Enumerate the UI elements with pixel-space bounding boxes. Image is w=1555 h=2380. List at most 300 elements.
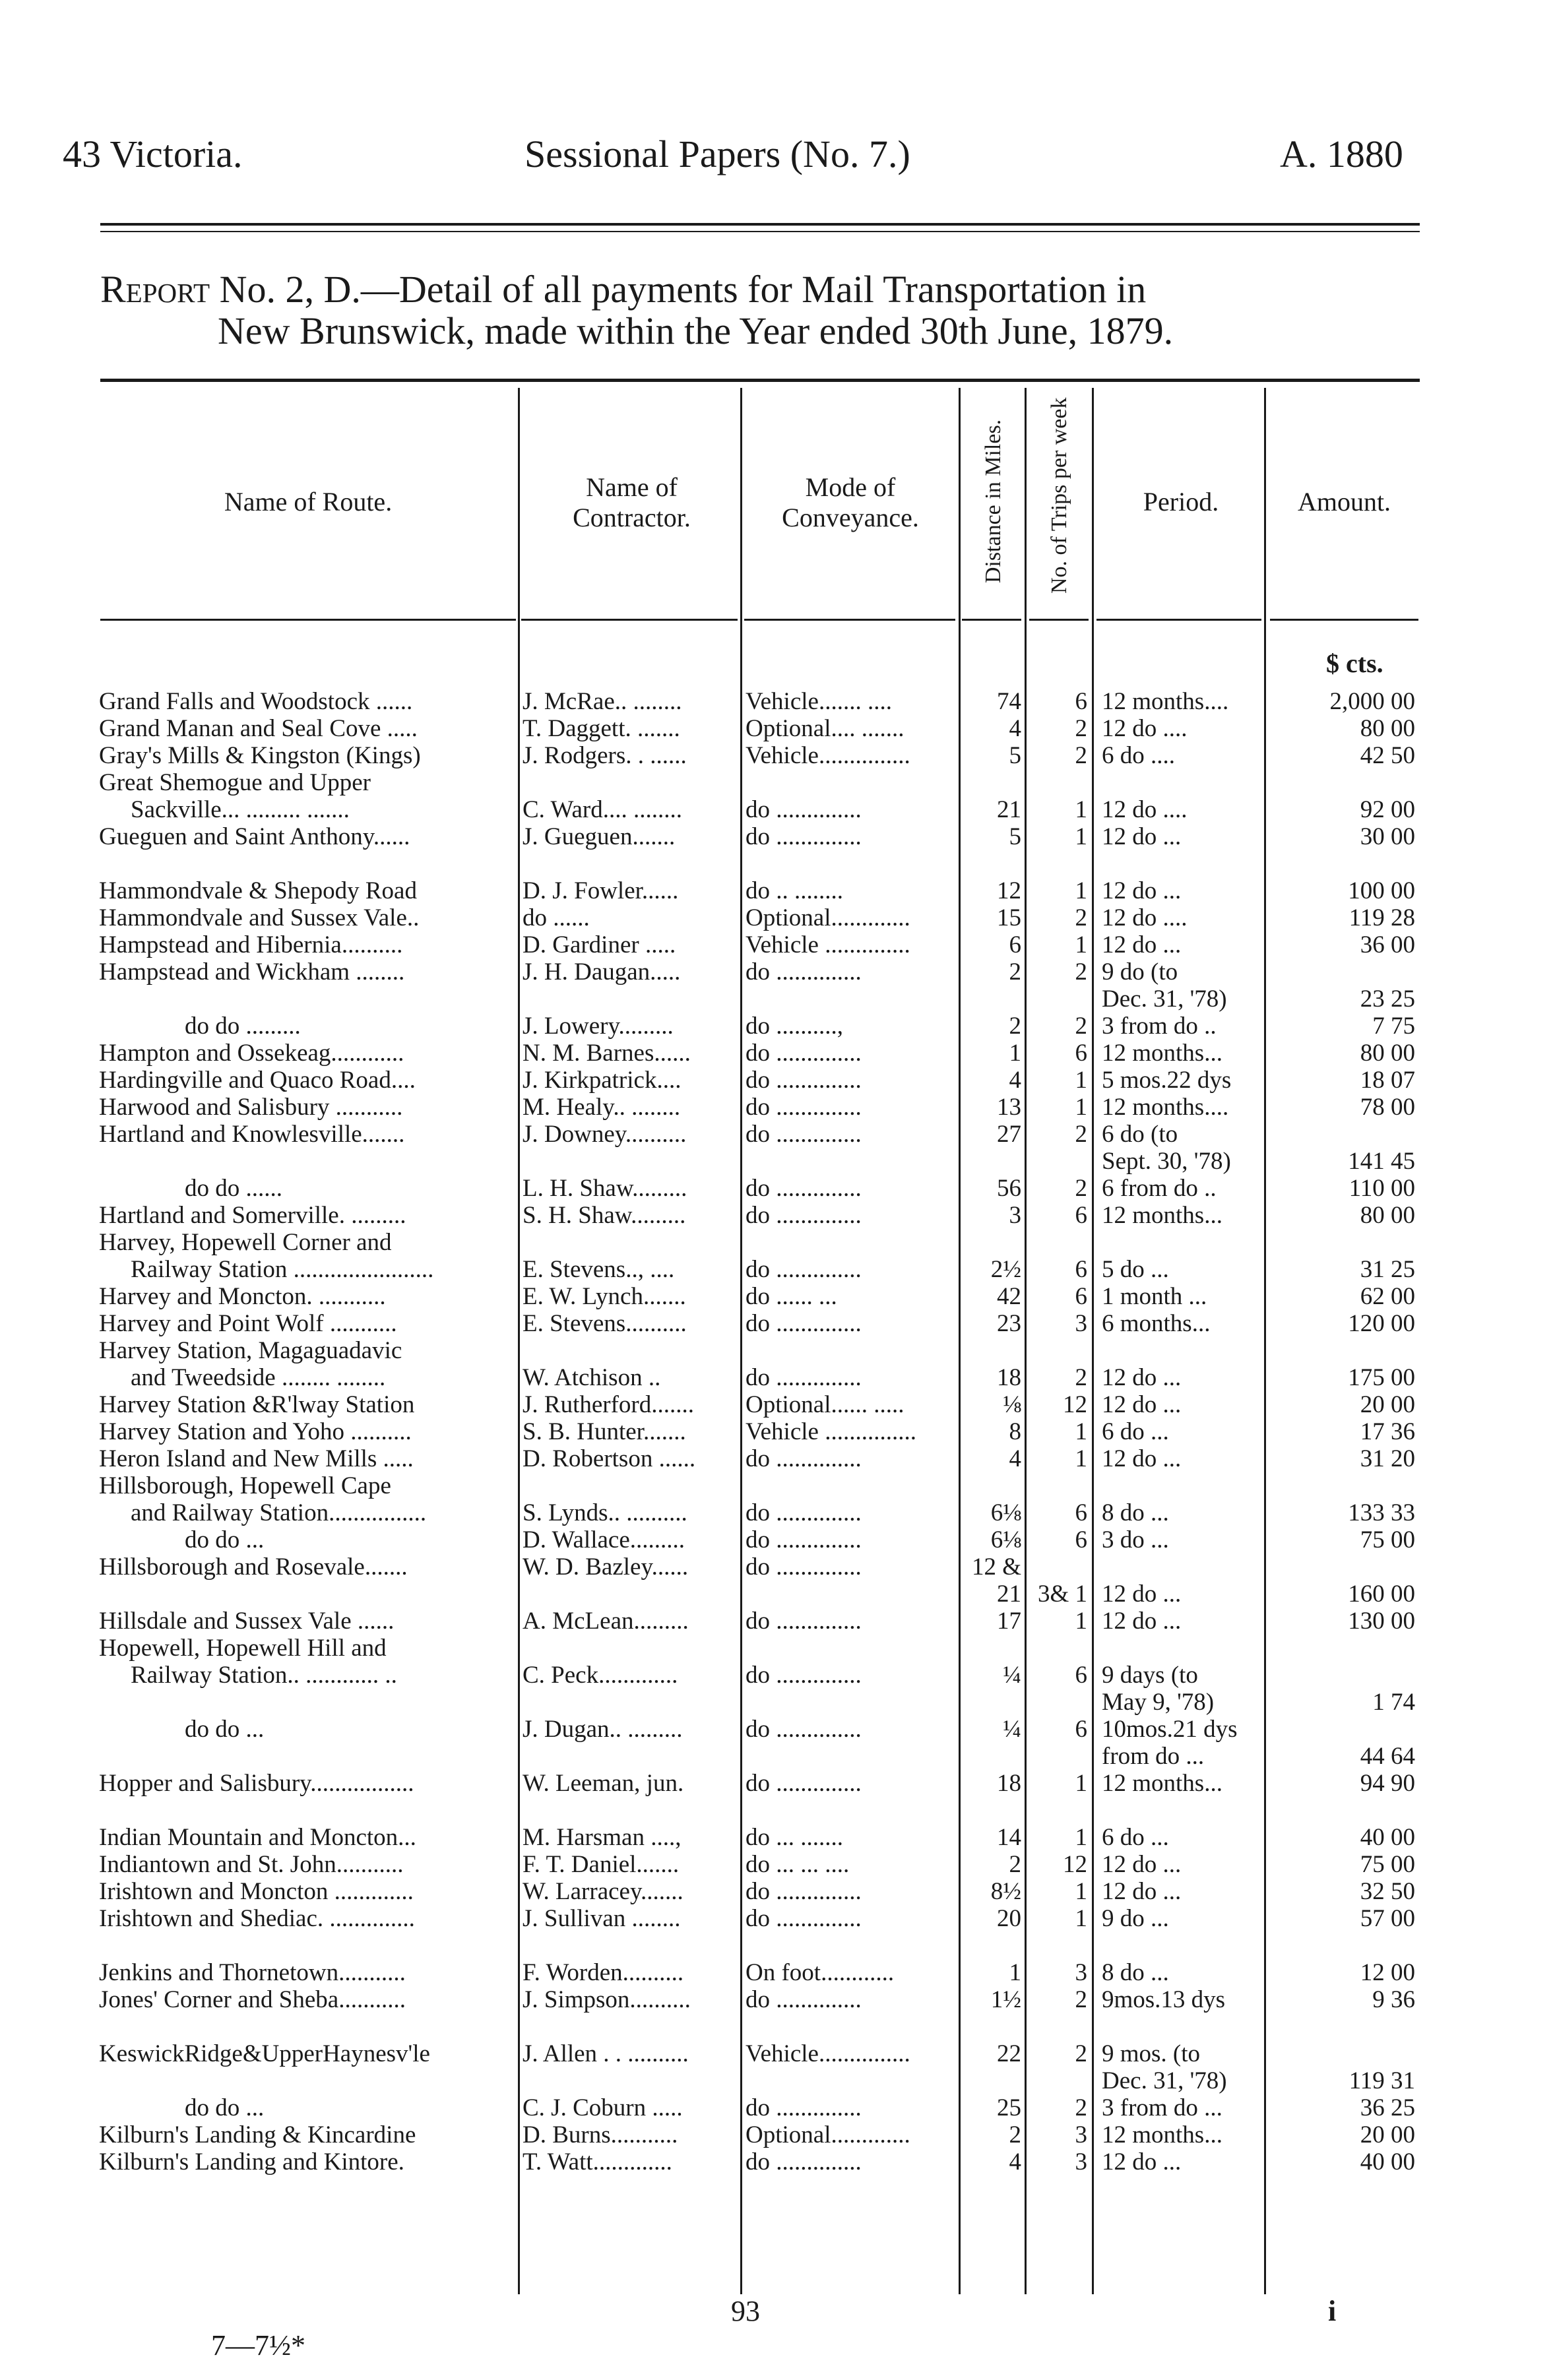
trips-cell: 2 xyxy=(1075,1175,1087,1202)
period-cell: 3 from do .. xyxy=(1102,1013,1217,1040)
table-row xyxy=(0,1689,1555,1716)
conveyance-cell: do .............. xyxy=(746,2148,862,2176)
period-cell: 12 months... xyxy=(1102,1202,1222,1229)
contractor-cell: T. Watt............. xyxy=(523,2148,672,2176)
trips-cell: 1 xyxy=(1075,796,1087,823)
table-row xyxy=(0,1364,1555,1391)
trips-cell: 2 xyxy=(1075,1364,1087,1391)
conveyance-cell: do .............. xyxy=(746,1499,862,1526)
route-cell: Hopewell, Hopewell Hill and xyxy=(99,1635,387,1662)
table-row xyxy=(0,2040,1555,2067)
table-row xyxy=(0,1878,1555,1905)
period-cell: 10mos.21 dys xyxy=(1102,1716,1238,1743)
amount-cell: 75 00 xyxy=(1360,1526,1415,1553)
contractor-cell: D. Burns........... xyxy=(523,2121,678,2148)
route-cell: Indiantown and St. John........... xyxy=(99,1851,404,1878)
period-cell: 6 do ... xyxy=(1102,1824,1169,1851)
conveyance-cell: Vehicle............... xyxy=(746,2040,910,2067)
trips-cell: 2 xyxy=(1075,1013,1087,1040)
amount-cell: 23 25 xyxy=(1360,986,1415,1013)
trips-cell: 12 xyxy=(1063,1391,1087,1418)
distance-cell: 15 xyxy=(997,904,1021,931)
trips-cell: 1 xyxy=(1075,931,1087,958)
conveyance-cell: do .............. xyxy=(746,1770,862,1797)
amount-cell: 36 25 xyxy=(1360,2094,1415,2121)
distance-cell: 23 xyxy=(997,1310,1021,1337)
route-cell: do do ......... xyxy=(185,1013,301,1040)
contractor-cell: J. Downey.......... xyxy=(523,1121,687,1148)
route-cell: and Tweedside ........ ........ xyxy=(131,1364,386,1391)
period-cell: 12 do .... xyxy=(1102,796,1188,823)
contractor-cell: J. H. Daugan..... xyxy=(523,958,681,986)
conveyance-cell: do .............. xyxy=(746,1526,862,1553)
amount-cell: 92 00 xyxy=(1360,796,1415,823)
col-header-distance: Distance in Miles. xyxy=(981,419,1005,584)
distance-cell: 4 xyxy=(1009,2148,1021,2176)
conveyance-cell: do .............. xyxy=(746,823,862,850)
table-row xyxy=(0,2121,1555,2148)
period-cell: 12 do ... xyxy=(1102,1581,1182,1608)
amount-cell: 31 20 xyxy=(1360,1445,1415,1472)
col-header-contractor xyxy=(521,472,742,533)
contractor-cell: J. Lowery......... xyxy=(523,1013,674,1040)
conveyance-cell: Vehicle............... xyxy=(746,742,910,769)
contractor-cell: D. Wallace......... xyxy=(523,1526,685,1553)
route-cell: Irishtown and Moncton ............. xyxy=(99,1878,414,1905)
distance-cell: ⅛ xyxy=(1003,1391,1021,1418)
distance-cell: 27 xyxy=(997,1121,1021,1148)
contractor-cell: E. Stevens.., .... xyxy=(523,1256,675,1283)
distance-cell: 4 xyxy=(1009,1067,1021,1094)
distance-cell: 21 xyxy=(997,1581,1021,1608)
period-cell: 6 do .... xyxy=(1102,742,1175,769)
period-cell: 12 do ... xyxy=(1102,823,1182,850)
conveyance-cell: do .............. xyxy=(746,1175,862,1202)
contractor-cell: J. Allen . . .......... xyxy=(523,2040,689,2067)
distance-cell: 2 xyxy=(1009,1851,1021,1878)
period-cell: 12 months.... xyxy=(1102,1094,1229,1121)
table-row xyxy=(0,1283,1555,1310)
period-cell: 5 do ... xyxy=(1102,1256,1169,1283)
period-cell: 8 do ... xyxy=(1102,1499,1169,1526)
route-cell: Indian Mountain and Moncton... xyxy=(99,1824,416,1851)
contractor-cell: W. Leeman, jun. xyxy=(523,1770,684,1797)
period-cell: 12 do ... xyxy=(1102,931,1182,958)
amount-cell: 42 50 xyxy=(1360,742,1415,769)
trips-cell: 6 xyxy=(1075,1256,1087,1283)
table-row xyxy=(0,986,1555,1013)
table-row xyxy=(0,1635,1555,1662)
conveyance-cell: do .............. xyxy=(746,1202,862,1229)
distance-cell: 2 xyxy=(1009,1013,1021,1040)
conveyance-cell: do ... ....... xyxy=(746,1824,843,1851)
period-cell: 5 mos.22 dys xyxy=(1102,1067,1232,1094)
route-cell: Hartland and Somerville. ......... xyxy=(99,1202,406,1229)
period-cell: Dec. 31, '78) xyxy=(1102,986,1227,1013)
trips-cell: 2 xyxy=(1075,2094,1087,2121)
table-row xyxy=(0,2094,1555,2121)
amount-cell: 57 00 xyxy=(1360,1905,1415,1932)
contractor-cell: L. H. Shaw......... xyxy=(523,1175,687,1202)
trips-cell: 2 xyxy=(1075,958,1087,986)
distance-cell: 5 xyxy=(1009,823,1021,850)
route-cell: Harwood and Salisbury ........... xyxy=(99,1094,403,1121)
contractor-cell: A. McLean......... xyxy=(523,1608,689,1635)
route-cell: Grand Manan and Seal Cove ..... xyxy=(99,715,418,742)
amount-cell: 40 00 xyxy=(1360,1824,1415,1851)
distance-cell: 6 xyxy=(1009,931,1021,958)
route-cell: Hillsdale and Sussex Vale ...... xyxy=(99,1608,395,1635)
distance-cell: 20 xyxy=(997,1905,1021,1932)
route-cell: Harvey Station &R'lway Station xyxy=(99,1391,415,1418)
table-row xyxy=(0,1202,1555,1229)
distance-cell: 14 xyxy=(997,1824,1021,1851)
conveyance-cell: do .............. xyxy=(746,1662,862,1689)
table-row xyxy=(0,1445,1555,1472)
route-cell: Hillsborough and Rosevale....... xyxy=(99,1553,408,1581)
period-cell: 12 do ... xyxy=(1102,1878,1182,1905)
col-header-mode-line-2: Conveyance. xyxy=(782,503,919,532)
trips-cell: 6 xyxy=(1075,1283,1087,1310)
distance-cell: 2½ xyxy=(990,1256,1021,1283)
trips-cell: 6 xyxy=(1075,1202,1087,1229)
contractor-cell: J. Gueguen....... xyxy=(523,823,676,850)
contractor-cell: D. Gardiner ..... xyxy=(523,931,676,958)
trips-cell: 1 xyxy=(1075,1094,1087,1121)
contractor-cell: D. Robertson ...... xyxy=(523,1445,696,1472)
distance-cell: 13 xyxy=(997,1094,1021,1121)
amount-cell: 80 00 xyxy=(1360,1202,1415,1229)
amount-cell: 1 74 xyxy=(1372,1689,1415,1716)
conveyance-cell: do .............. xyxy=(746,1121,862,1148)
amount-cell: 130 00 xyxy=(1348,1608,1415,1635)
route-cell: Grand Falls and Woodstock ...... xyxy=(99,688,413,715)
contractor-cell: F. Worden.......... xyxy=(523,1959,684,1986)
amount-cell: 94 90 xyxy=(1360,1770,1415,1797)
table-row xyxy=(0,1851,1555,1878)
table-row xyxy=(0,877,1555,904)
distance-cell: 4 xyxy=(1009,715,1021,742)
table-row xyxy=(0,1986,1555,2040)
contractor-cell: do ...... xyxy=(523,904,590,931)
trips-cell: 3 xyxy=(1075,2148,1087,2176)
amount-cell: 141 45 xyxy=(1348,1148,1415,1175)
conveyance-cell: Optional...... ..... xyxy=(746,1391,904,1418)
amount-units: $ cts. xyxy=(1326,648,1383,678)
table-row xyxy=(0,823,1555,877)
route-cell: Harvey and Point Wolf ........... xyxy=(99,1310,397,1337)
trips-cell: 1 xyxy=(1075,1770,1087,1797)
table-row xyxy=(0,1553,1555,1581)
route-cell: Kilburn's Landing and Kintore. xyxy=(99,2148,404,2176)
route-cell: Hartland and Knowlesville....... xyxy=(99,1121,405,1148)
trips-cell: 1 xyxy=(1075,1824,1087,1851)
table-row xyxy=(0,1121,1555,1148)
header-rule-top xyxy=(100,223,1420,226)
routes-table-body xyxy=(0,688,1555,2176)
col-header-amount: Amount. xyxy=(1297,487,1391,517)
distance-cell: 18 xyxy=(997,1364,1021,1391)
contractor-cell: W. Atchison .. xyxy=(523,1364,661,1391)
header-underline xyxy=(1096,619,1261,621)
route-cell: Harvey Station, Magaguadavic xyxy=(99,1337,402,1364)
table-row xyxy=(0,1716,1555,1743)
contractor-cell: S. B. Hunter....... xyxy=(523,1418,686,1445)
signature-mark: 7—7½* xyxy=(211,2329,305,2362)
distance-cell: ¼ xyxy=(1003,1716,1021,1743)
conveyance-cell: do .............. xyxy=(746,1905,862,1932)
table-row xyxy=(0,1905,1555,1959)
period-cell: Dec. 31, '78) xyxy=(1102,2067,1227,2094)
contractor-cell: W. Larracey....... xyxy=(523,1878,683,1905)
amount-cell: 20 00 xyxy=(1360,1391,1415,1418)
route-cell: Harvey and Moncton. ........... xyxy=(99,1283,386,1310)
conveyance-cell: Optional............. xyxy=(746,2121,910,2148)
trips-cell: 3& 1 xyxy=(1037,1581,1087,1608)
period-cell: May 9, '78) xyxy=(1102,1689,1215,1716)
amount-cell: 119 28 xyxy=(1349,904,1415,931)
amount-cell: 80 00 xyxy=(1360,1040,1415,1067)
conveyance-cell: do .............. xyxy=(746,1094,862,1121)
distance-cell: 74 xyxy=(997,688,1021,715)
route-cell: do do ... xyxy=(185,1526,265,1553)
contractor-cell: C. Peck............. xyxy=(523,1662,678,1689)
table-row xyxy=(0,1959,1555,1986)
report-word: Report xyxy=(100,268,210,311)
period-cell: 3 do ... xyxy=(1102,1526,1169,1553)
conveyance-cell: do .........., xyxy=(746,1013,843,1040)
conveyance-cell: do .............. xyxy=(746,1310,862,1337)
period-cell: 12 do .... xyxy=(1102,715,1188,742)
route-cell: Great Shemogue and Upper xyxy=(99,769,371,796)
table-row xyxy=(0,2148,1555,2176)
conveyance-cell: do .............. xyxy=(746,1553,862,1581)
contractor-cell: S. H. Shaw......... xyxy=(523,1202,686,1229)
route-cell: Kilburn's Landing & Kincardine xyxy=(99,2121,416,2148)
amount-cell: 119 31 xyxy=(1349,2067,1415,2094)
conveyance-cell: Optional............. xyxy=(746,904,910,931)
distance-cell: 2 xyxy=(1009,958,1021,986)
distance-cell: 1½ xyxy=(990,1986,1021,2013)
amount-cell: 110 00 xyxy=(1349,1175,1415,1202)
trips-cell: 2 xyxy=(1075,904,1087,931)
amount-cell: 7 75 xyxy=(1372,1013,1415,1040)
period-cell: 8 do ... xyxy=(1102,1959,1169,1986)
period-cell: Sept. 30, '78) xyxy=(1102,1148,1231,1175)
route-cell: and Railway Station................ xyxy=(131,1499,427,1526)
contractor-cell: J. Dugan.. ......... xyxy=(523,1716,683,1743)
contractor-cell: M. Harsman ...., xyxy=(523,1824,682,1851)
amount-cell: 80 00 xyxy=(1360,715,1415,742)
table-row xyxy=(0,1229,1555,1256)
conveyance-cell: On foot............ xyxy=(746,1959,895,1986)
period-cell: 9mos.13 dys xyxy=(1102,1986,1226,2013)
table-row xyxy=(0,1499,1555,1526)
route-cell: Hammondvale and Sussex Vale.. xyxy=(99,904,420,931)
period-cell: 12 months... xyxy=(1102,2121,1222,2148)
amount-cell: 17 36 xyxy=(1360,1418,1415,1445)
report-title-line-1 xyxy=(100,267,1146,311)
amount-cell: 31 25 xyxy=(1360,1256,1415,1283)
route-cell: Railway Station.. ............ .. xyxy=(131,1662,397,1689)
amount-cell: 30 00 xyxy=(1360,823,1415,850)
col-header-route: Name of Route. xyxy=(224,487,393,517)
period-cell: 6 months... xyxy=(1102,1310,1211,1337)
table-row xyxy=(0,796,1555,823)
period-cell: 9 do (to xyxy=(1102,958,1178,986)
table-row xyxy=(0,1310,1555,1337)
conveyance-cell: do .. ........ xyxy=(746,877,843,904)
table-row xyxy=(0,1824,1555,1851)
route-cell: do do ... xyxy=(185,2094,265,2121)
table-row xyxy=(0,742,1555,769)
sessional-papers-label: Sessional Papers (No. 7.) xyxy=(524,133,910,175)
trips-cell: 1 xyxy=(1075,1878,1087,1905)
route-cell: Harvey Station and Yoho .......... xyxy=(99,1418,412,1445)
trips-cell: 12 xyxy=(1063,1851,1087,1878)
contractor-cell: M. Healy.. ........ xyxy=(523,1094,681,1121)
distance-cell: 12 xyxy=(997,877,1021,904)
table-row xyxy=(0,1608,1555,1635)
period-cell: 6 do ... xyxy=(1102,1418,1169,1445)
period-cell: 12 do .... xyxy=(1102,904,1188,931)
header-underline xyxy=(100,619,516,621)
amount-cell: 40 00 xyxy=(1360,2148,1415,2176)
distance-cell: 3 xyxy=(1009,1202,1021,1229)
contractor-cell: W. D. Bazley...... xyxy=(523,1553,689,1581)
table-row xyxy=(0,1040,1555,1067)
table-row xyxy=(0,1743,1555,1770)
conveyance-cell: do .............. xyxy=(746,958,862,986)
contractor-cell: E. Stevens.......... xyxy=(523,1310,687,1337)
trips-cell: 2 xyxy=(1075,1986,1087,2013)
conveyance-cell: do .............. xyxy=(746,1878,862,1905)
period-cell: 6 from do .. xyxy=(1102,1175,1217,1202)
table-row xyxy=(0,715,1555,742)
table-row xyxy=(0,1391,1555,1418)
contractor-cell: J. McRae.. ........ xyxy=(523,688,682,715)
period-cell: 9 mos. (to xyxy=(1102,2040,1201,2067)
contractor-cell: J. Rutherford....... xyxy=(523,1391,694,1418)
route-cell: Hammondvale & Shepody Road xyxy=(99,877,417,904)
amount-cell: 12 00 xyxy=(1360,1959,1415,1986)
conveyance-cell: do .............. xyxy=(746,796,862,823)
distance-cell: 12 & xyxy=(971,1553,1021,1581)
amount-cell: 133 33 xyxy=(1348,1499,1415,1526)
amount-cell: 120 00 xyxy=(1348,1310,1415,1337)
table-row xyxy=(0,931,1555,958)
period-cell: 12 do ... xyxy=(1102,1391,1182,1418)
conveyance-cell: do .............. xyxy=(746,1445,862,1472)
table-row xyxy=(0,688,1555,715)
table-row xyxy=(0,1256,1555,1283)
trips-cell: 1 xyxy=(1075,1418,1087,1445)
contractor-cell: J. Simpson.......... xyxy=(523,1986,691,2013)
conveyance-cell: do ...... ... xyxy=(746,1283,837,1310)
trips-cell: 1 xyxy=(1075,1445,1087,1472)
route-cell: Gray's Mills & Kingston (Kings) xyxy=(99,742,421,769)
trips-cell: 6 xyxy=(1075,1040,1087,1067)
conveyance-cell: do .............. xyxy=(746,1608,862,1635)
period-cell: 3 from do ... xyxy=(1102,2094,1222,2121)
trips-cell: 1 xyxy=(1075,1905,1087,1932)
conveyance-cell: do .............. xyxy=(746,1067,862,1094)
distance-cell: 1 xyxy=(1009,1040,1021,1067)
conveyance-cell: do .............. xyxy=(746,1256,862,1283)
trips-cell: 6 xyxy=(1075,1499,1087,1526)
contractor-cell: J. Sullivan ........ xyxy=(523,1905,681,1932)
conveyance-cell: Vehicle....... .... xyxy=(746,688,892,715)
route-cell: Hardingville and Quaco Road.... xyxy=(99,1067,416,1094)
period-cell: 12 do ... xyxy=(1102,2148,1182,2176)
route-cell: Hopper and Salisbury................. xyxy=(99,1770,414,1797)
contractor-cell: J. Rodgers. . ...... xyxy=(523,742,687,769)
table-row xyxy=(0,958,1555,986)
distance-cell: 56 xyxy=(997,1175,1021,1202)
col-header-mode xyxy=(744,472,957,533)
distance-cell: 2 xyxy=(1009,2121,1021,2148)
period-cell: 9 days (to xyxy=(1102,1662,1198,1689)
distance-cell: ¼ xyxy=(1003,1662,1021,1689)
trips-cell: 1 xyxy=(1075,1608,1087,1635)
footer-mark: i xyxy=(1328,2295,1337,2327)
period-cell: 12 do ... xyxy=(1102,1364,1182,1391)
period-cell: 12 do ... xyxy=(1102,1851,1182,1878)
page-number: 93 xyxy=(731,2295,760,2327)
period-cell: 12 months... xyxy=(1102,1040,1222,1067)
amount-cell: 160 00 xyxy=(1348,1581,1415,1608)
trips-cell: 6 xyxy=(1075,1526,1087,1553)
amount-cell: 32 50 xyxy=(1360,1878,1415,1905)
contractor-cell: N. M. Barnes...... xyxy=(523,1040,691,1067)
amount-cell: 44 64 xyxy=(1360,1743,1415,1770)
conveyance-cell: do .............. xyxy=(746,2094,862,2121)
table-top-rule xyxy=(100,379,1420,382)
contractor-cell: S. Lynds.. .......... xyxy=(523,1499,687,1526)
distance-cell: 18 xyxy=(997,1770,1021,1797)
route-cell: KeswickRidge&UpperHaynesv'le xyxy=(99,2040,430,2067)
report-title-rest: No. 2, D.—Detail of all payments for Mail Transportation in xyxy=(210,268,1147,311)
trips-cell: 6 xyxy=(1075,1662,1087,1689)
table-row xyxy=(0,904,1555,931)
trips-cell: 2 xyxy=(1075,2040,1087,2067)
contractor-cell: E. W. Lynch....... xyxy=(523,1283,686,1310)
col-header-period: Period. xyxy=(1143,487,1219,517)
trips-cell: 2 xyxy=(1075,715,1087,742)
conveyance-cell: Optional.... ....... xyxy=(746,715,904,742)
period-cell: 12 do ... xyxy=(1102,877,1182,904)
col-header-mode-line-1: Mode of xyxy=(805,472,896,502)
period-cell: 9 do ... xyxy=(1102,1905,1169,1932)
distance-cell: 17 xyxy=(997,1608,1021,1635)
contractor-cell: C. Ward.... ........ xyxy=(523,796,682,823)
amount-cell: 100 00 xyxy=(1348,877,1415,904)
trips-cell: 1 xyxy=(1075,823,1087,850)
distance-cell: 6⅛ xyxy=(990,1526,1021,1553)
table-row xyxy=(0,1526,1555,1553)
period-cell: 6 do (to xyxy=(1102,1121,1178,1148)
header-underline xyxy=(962,619,1021,621)
amount-cell: 175 00 xyxy=(1348,1364,1415,1391)
trips-cell: 6 xyxy=(1075,688,1087,715)
col-header-contractor-line-1: Name of xyxy=(586,472,678,502)
conveyance-cell: do ... ... .... xyxy=(746,1851,850,1878)
conveyance-cell: Vehicle ............... xyxy=(746,1418,916,1445)
table-row xyxy=(0,1067,1555,1094)
amount-cell: 18 07 xyxy=(1360,1067,1415,1094)
route-cell: Heron Island and New Mills ..... xyxy=(99,1445,414,1472)
route-cell: Gueguen and Saint Anthony...... xyxy=(99,823,410,850)
